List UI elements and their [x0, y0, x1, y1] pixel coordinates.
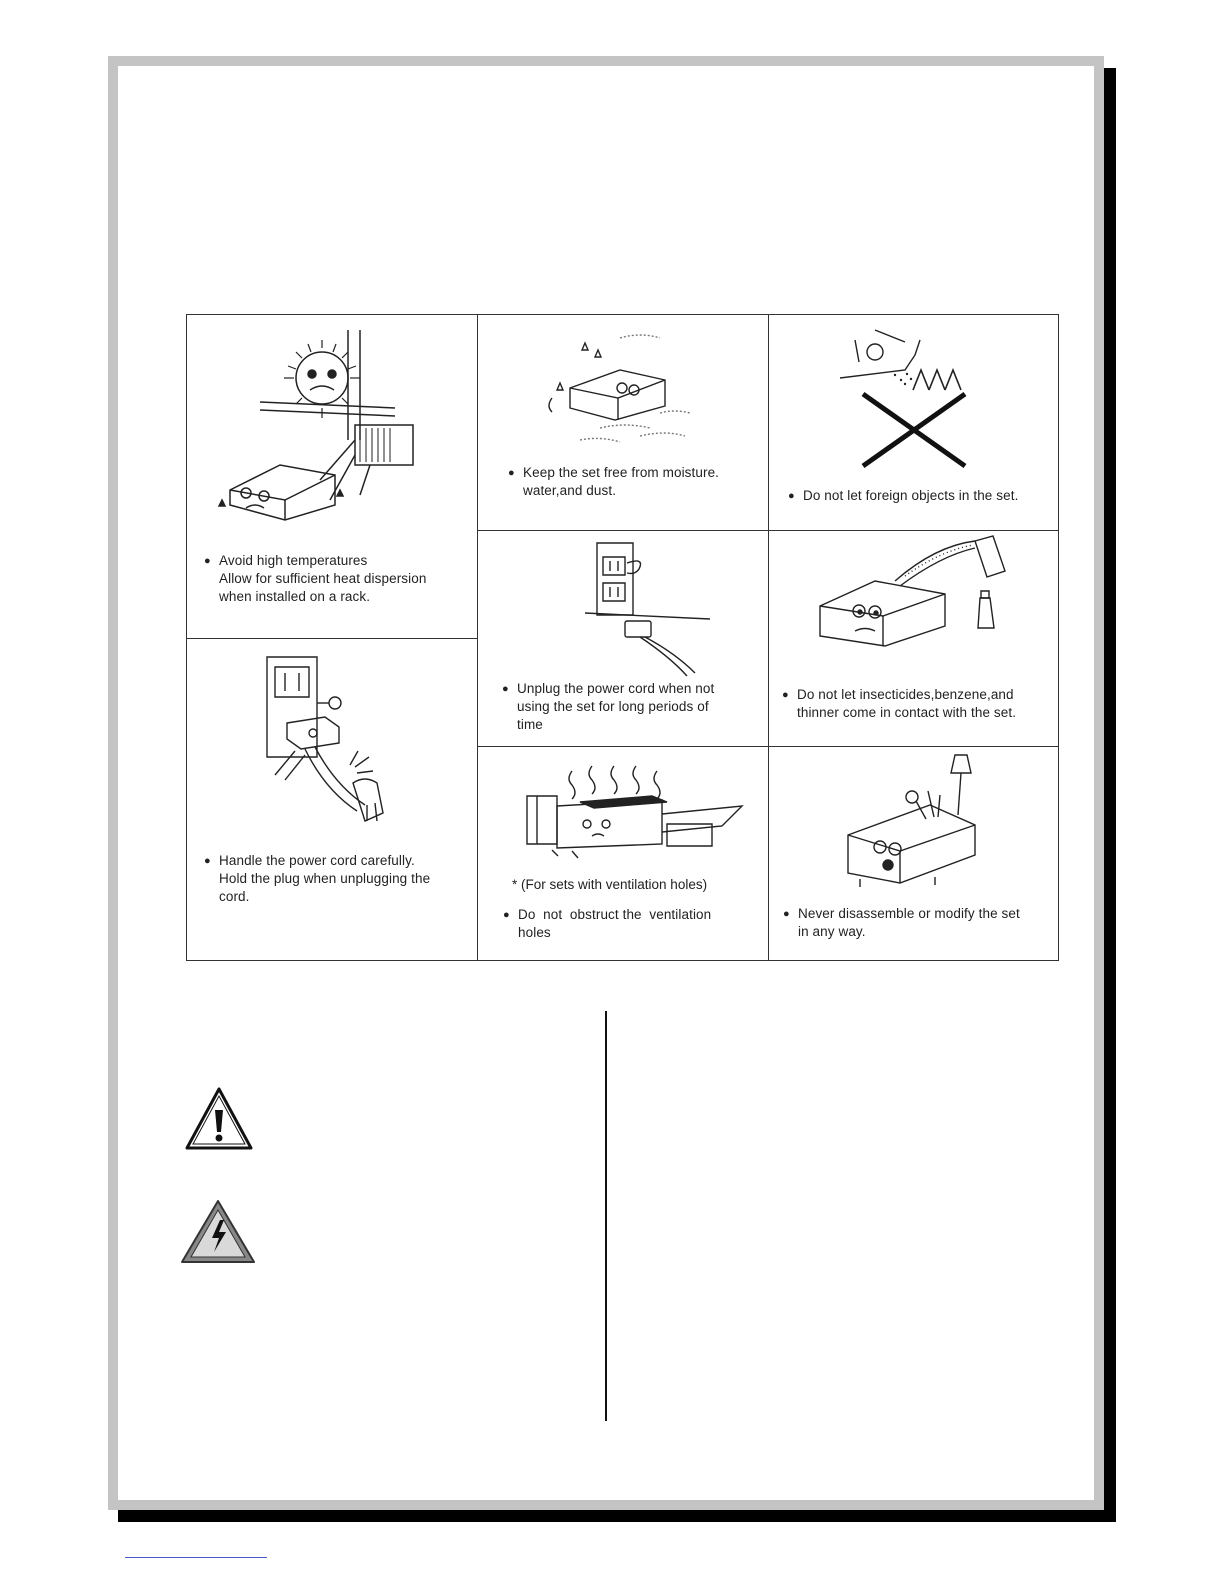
grid-line [477, 746, 1059, 747]
caption-line: thinner come in contact with the set. [797, 705, 1017, 720]
wet-device-icon [540, 328, 700, 453]
wall-outlet-plug-icon [585, 543, 715, 678]
caption-disassemble [783, 905, 1020, 941]
bullet-icon: ● [782, 689, 789, 701]
spray-can-device-icon [815, 536, 1015, 661]
caption-line: Never disassemble or modify the set [798, 906, 1020, 921]
caption-chemicals [782, 686, 1017, 722]
bullet-icon: ● [502, 683, 509, 695]
bullet-icon: ● [508, 467, 515, 479]
caption-line: Allow for sufficient heat dispersion [219, 571, 427, 586]
hot-sun-device-icon [210, 330, 430, 530]
caption-line: water,and dust. [523, 483, 617, 498]
caption-heat [204, 552, 427, 606]
caption-line: Unplug the power cord when not [517, 681, 715, 696]
caption-line: Handle the power cord carefully. [219, 853, 415, 868]
exclamation-warning-icon [184, 1086, 254, 1152]
caption-moisture [508, 464, 720, 500]
caption-unplug [502, 680, 715, 734]
hand-pulling-plug-icon [255, 655, 405, 825]
caption-line: holes [518, 925, 551, 940]
blocked-vents-device-icon [522, 766, 747, 861]
foreign-objects-x-icon [835, 330, 975, 470]
caption-line: Keep the set free from moisture. [523, 465, 720, 480]
grid-line [187, 638, 478, 639]
screwdriver-device-icon [840, 755, 990, 890]
caption-line: cord. [219, 889, 250, 904]
bullet-icon: ● [204, 555, 211, 567]
caption-power-cord [204, 852, 431, 906]
electric-shock-warning-icon [179, 1198, 257, 1266]
caption-line: Avoid high temperatures [219, 553, 368, 568]
grid-line [477, 530, 1059, 531]
grid-line [768, 315, 769, 960]
bullet-icon: ● [204, 855, 211, 867]
caption-foreign-objects [788, 487, 1019, 505]
bullet-icon: ● [503, 909, 510, 921]
column-divider [605, 1011, 607, 1421]
ventilation-note: * (For sets with ventilation holes) [512, 877, 708, 892]
caption-line: when installed on a rack. [219, 589, 371, 604]
caption-line: Hold the plug when unplugging the [219, 871, 431, 886]
footer-link-underline[interactable] [125, 1557, 267, 1558]
bullet-icon: ● [783, 908, 790, 920]
caption-line: Do not let insecticides,benzene,and [797, 687, 1014, 702]
caption-line: in any way. [798, 924, 866, 939]
caption-line: Do not let foreign objects in the set. [803, 488, 1019, 503]
caption-line: time [517, 717, 543, 732]
caption-line: using the set for long periods of [517, 699, 709, 714]
caption-ventilation [503, 906, 712, 942]
bullet-icon: ● [788, 490, 795, 502]
caption-line: Do not obstruct the ventilation [518, 907, 712, 922]
